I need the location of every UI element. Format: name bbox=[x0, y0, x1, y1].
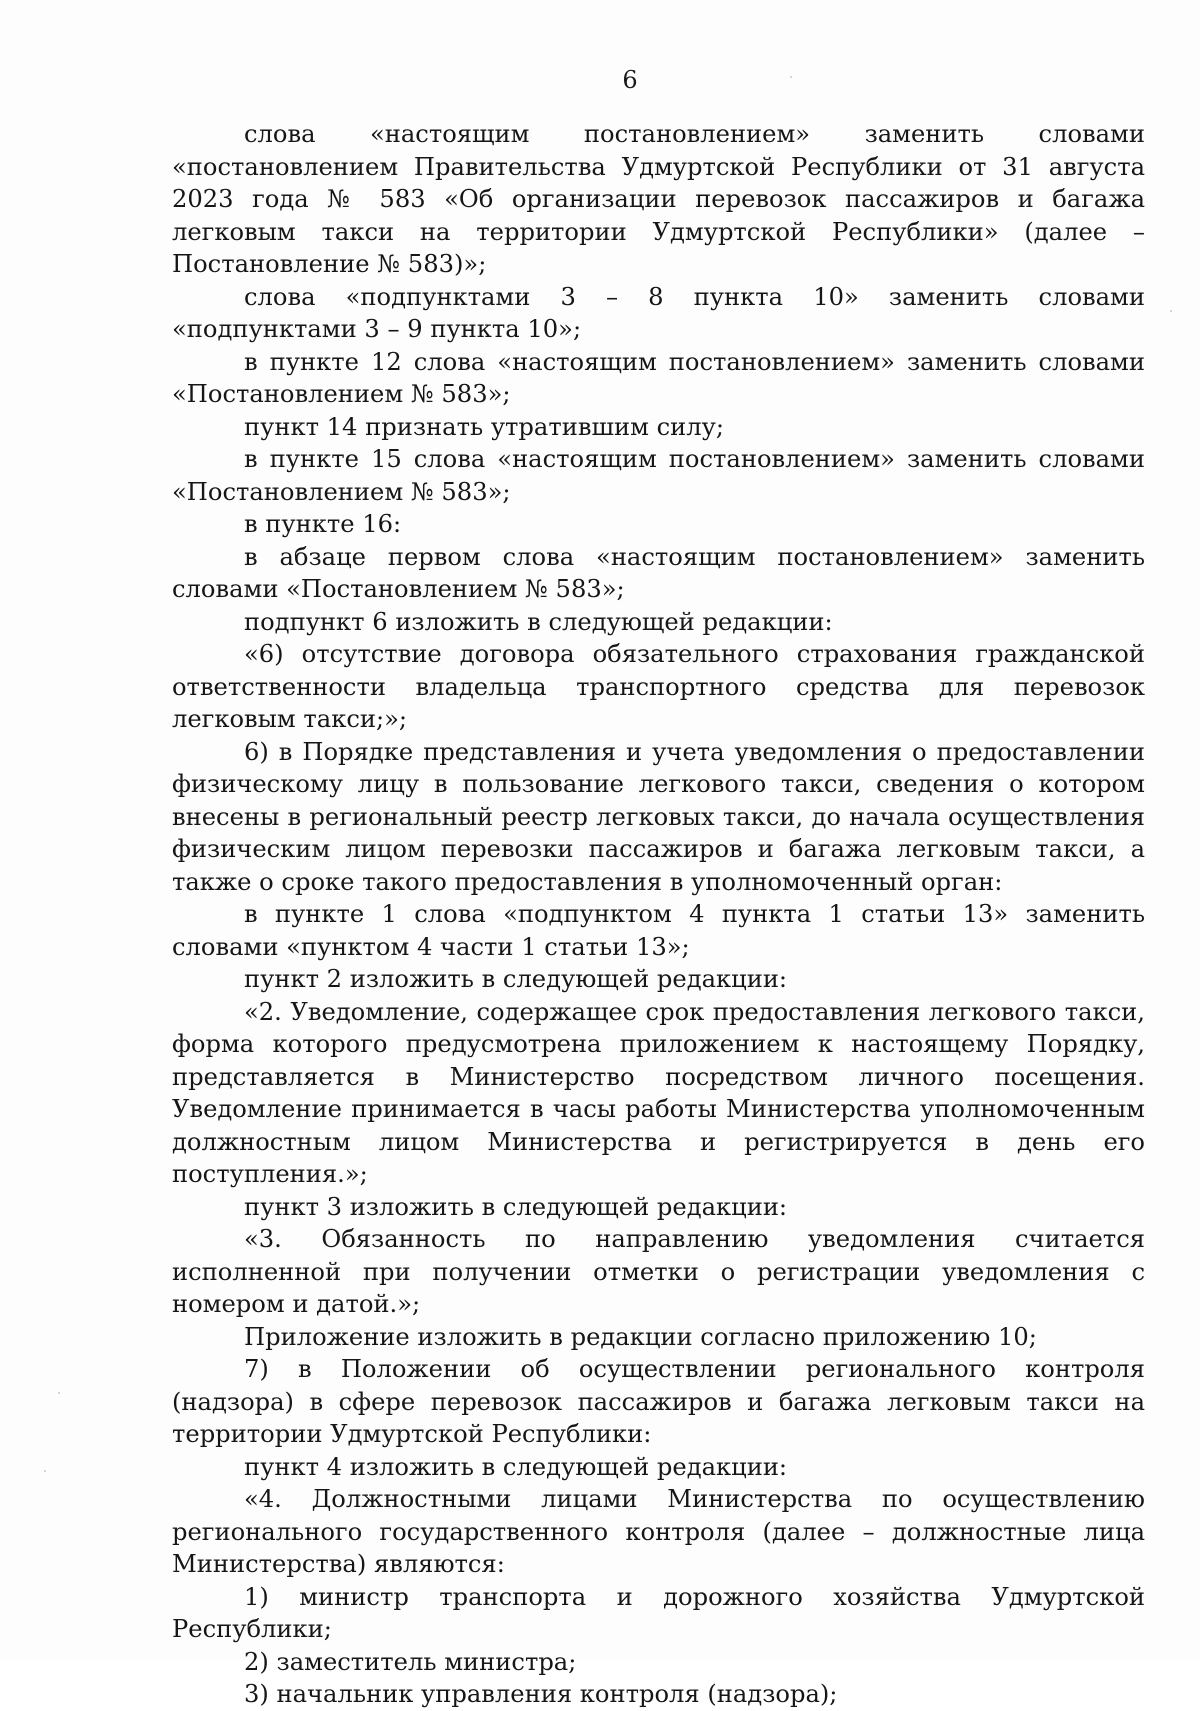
document-body bbox=[172, 118, 1145, 1711]
paragraph: пункт 14 признать утратившим силу; bbox=[244, 412, 724, 441]
scan-speck bbox=[790, 76, 792, 78]
paragraph: «2. Уведомление, содержащее срок предоставления легкового такси, форма которого предусмотрена приложением к настоящему Порядку, представляется в Министерство посредством личного посещения. Уведомление принимается в часы работы Министерства уполномоченным должностным лицом Министерства и регистрируется в день его поступления.»; bbox=[172, 997, 1145, 1188]
paragraph: 2) заместитель министра; bbox=[244, 1647, 577, 1676]
paragraph: 6) в Порядке представления и учета уведомления о предоставлении физическому лицу в пользование легкового такси, сведения о котором внесены в региональный реестр легковых такси, до начала осуществления физическим лицом перевозки пассажиров и багажа легковым такси, а также о сроке такого предоставления в уполномоченный орган: bbox=[172, 737, 1145, 896]
paragraph: 3) начальник управления контроля (надзора); bbox=[244, 1680, 838, 1708]
paragraph: пункт 2 изложить в следующей редакции: bbox=[244, 965, 788, 993]
scan-speck bbox=[1170, 310, 1172, 312]
paragraph: 1) министр транспорта и дорожного хозяйства Удмуртской Республики; bbox=[172, 1582, 1145, 1643]
paragraph: «3. Обязанность по направлению уведомления считается исполненной при получении отметки о регистрации уведомления с номером и датой.»; bbox=[172, 1225, 1145, 1318]
paragraph: слова «настоящим постановлением» заменить словами «постановлением Правительства Удмуртской Республики от 31 августа 2023 года № 583 «Об организации перевозок пассажиров и багажа легковым такси на территории Удмуртской Республики» (далее – Постановление № 583)»; bbox=[172, 120, 1145, 278]
paragraph: «4. Должностными лицами Министерства по осуществлению регионального государственного контроля (далее – должностные лица Министерства) являются: bbox=[172, 1485, 1145, 1578]
paragraph: в пункте 1 слова «подпунктом 4 пункта 1 статьи 13» заменить словами «пунктом 4 части 1 статьи 13»; bbox=[172, 900, 1145, 961]
paragraph: в пункте 16: bbox=[244, 510, 402, 538]
paragraph: в абзаце первом слова «настоящим постановлением» заменить словами «Постановлением № 583»; bbox=[172, 542, 1145, 603]
scan-speck bbox=[58, 1392, 60, 1394]
paragraph: пункт 4 изложить в следующей редакции: bbox=[244, 1452, 788, 1481]
scan-speck bbox=[44, 1470, 46, 1472]
paragraph: «6) отсутствие договора обязательного страхования гражданской ответственности владельца транспортного средства для перевозок легковым такси;»; bbox=[172, 640, 1145, 733]
paragraph: 7) в Положении об осуществлении регионального контроля (надзора) в сфере перевозок пассажиров и багажа легковым такси на территории Удмуртской Республики: bbox=[172, 1355, 1145, 1448]
paragraph: Приложение изложить в редакции согласно приложению 10; bbox=[244, 1322, 1037, 1351]
paragraph: пункт 3 изложить в следующей редакции: bbox=[244, 1192, 788, 1221]
paragraph: в пункте 15 слова «настоящим постановлением» заменить словами «Постановлением № 583»; bbox=[172, 445, 1145, 506]
paragraph: в пункте 12 слова «настоящим постановлением» заменить словами «Постановлением № 583»; bbox=[172, 347, 1145, 408]
page-number: 6 bbox=[622, 66, 638, 94]
paragraph: слова «подпунктами 3 – 8 пункта 10» заменить словами «подпунктами 3 – 9 пункта 10»; bbox=[172, 282, 1145, 343]
paragraph: подпункт 6 изложить в следующей редакции: bbox=[244, 607, 833, 636]
